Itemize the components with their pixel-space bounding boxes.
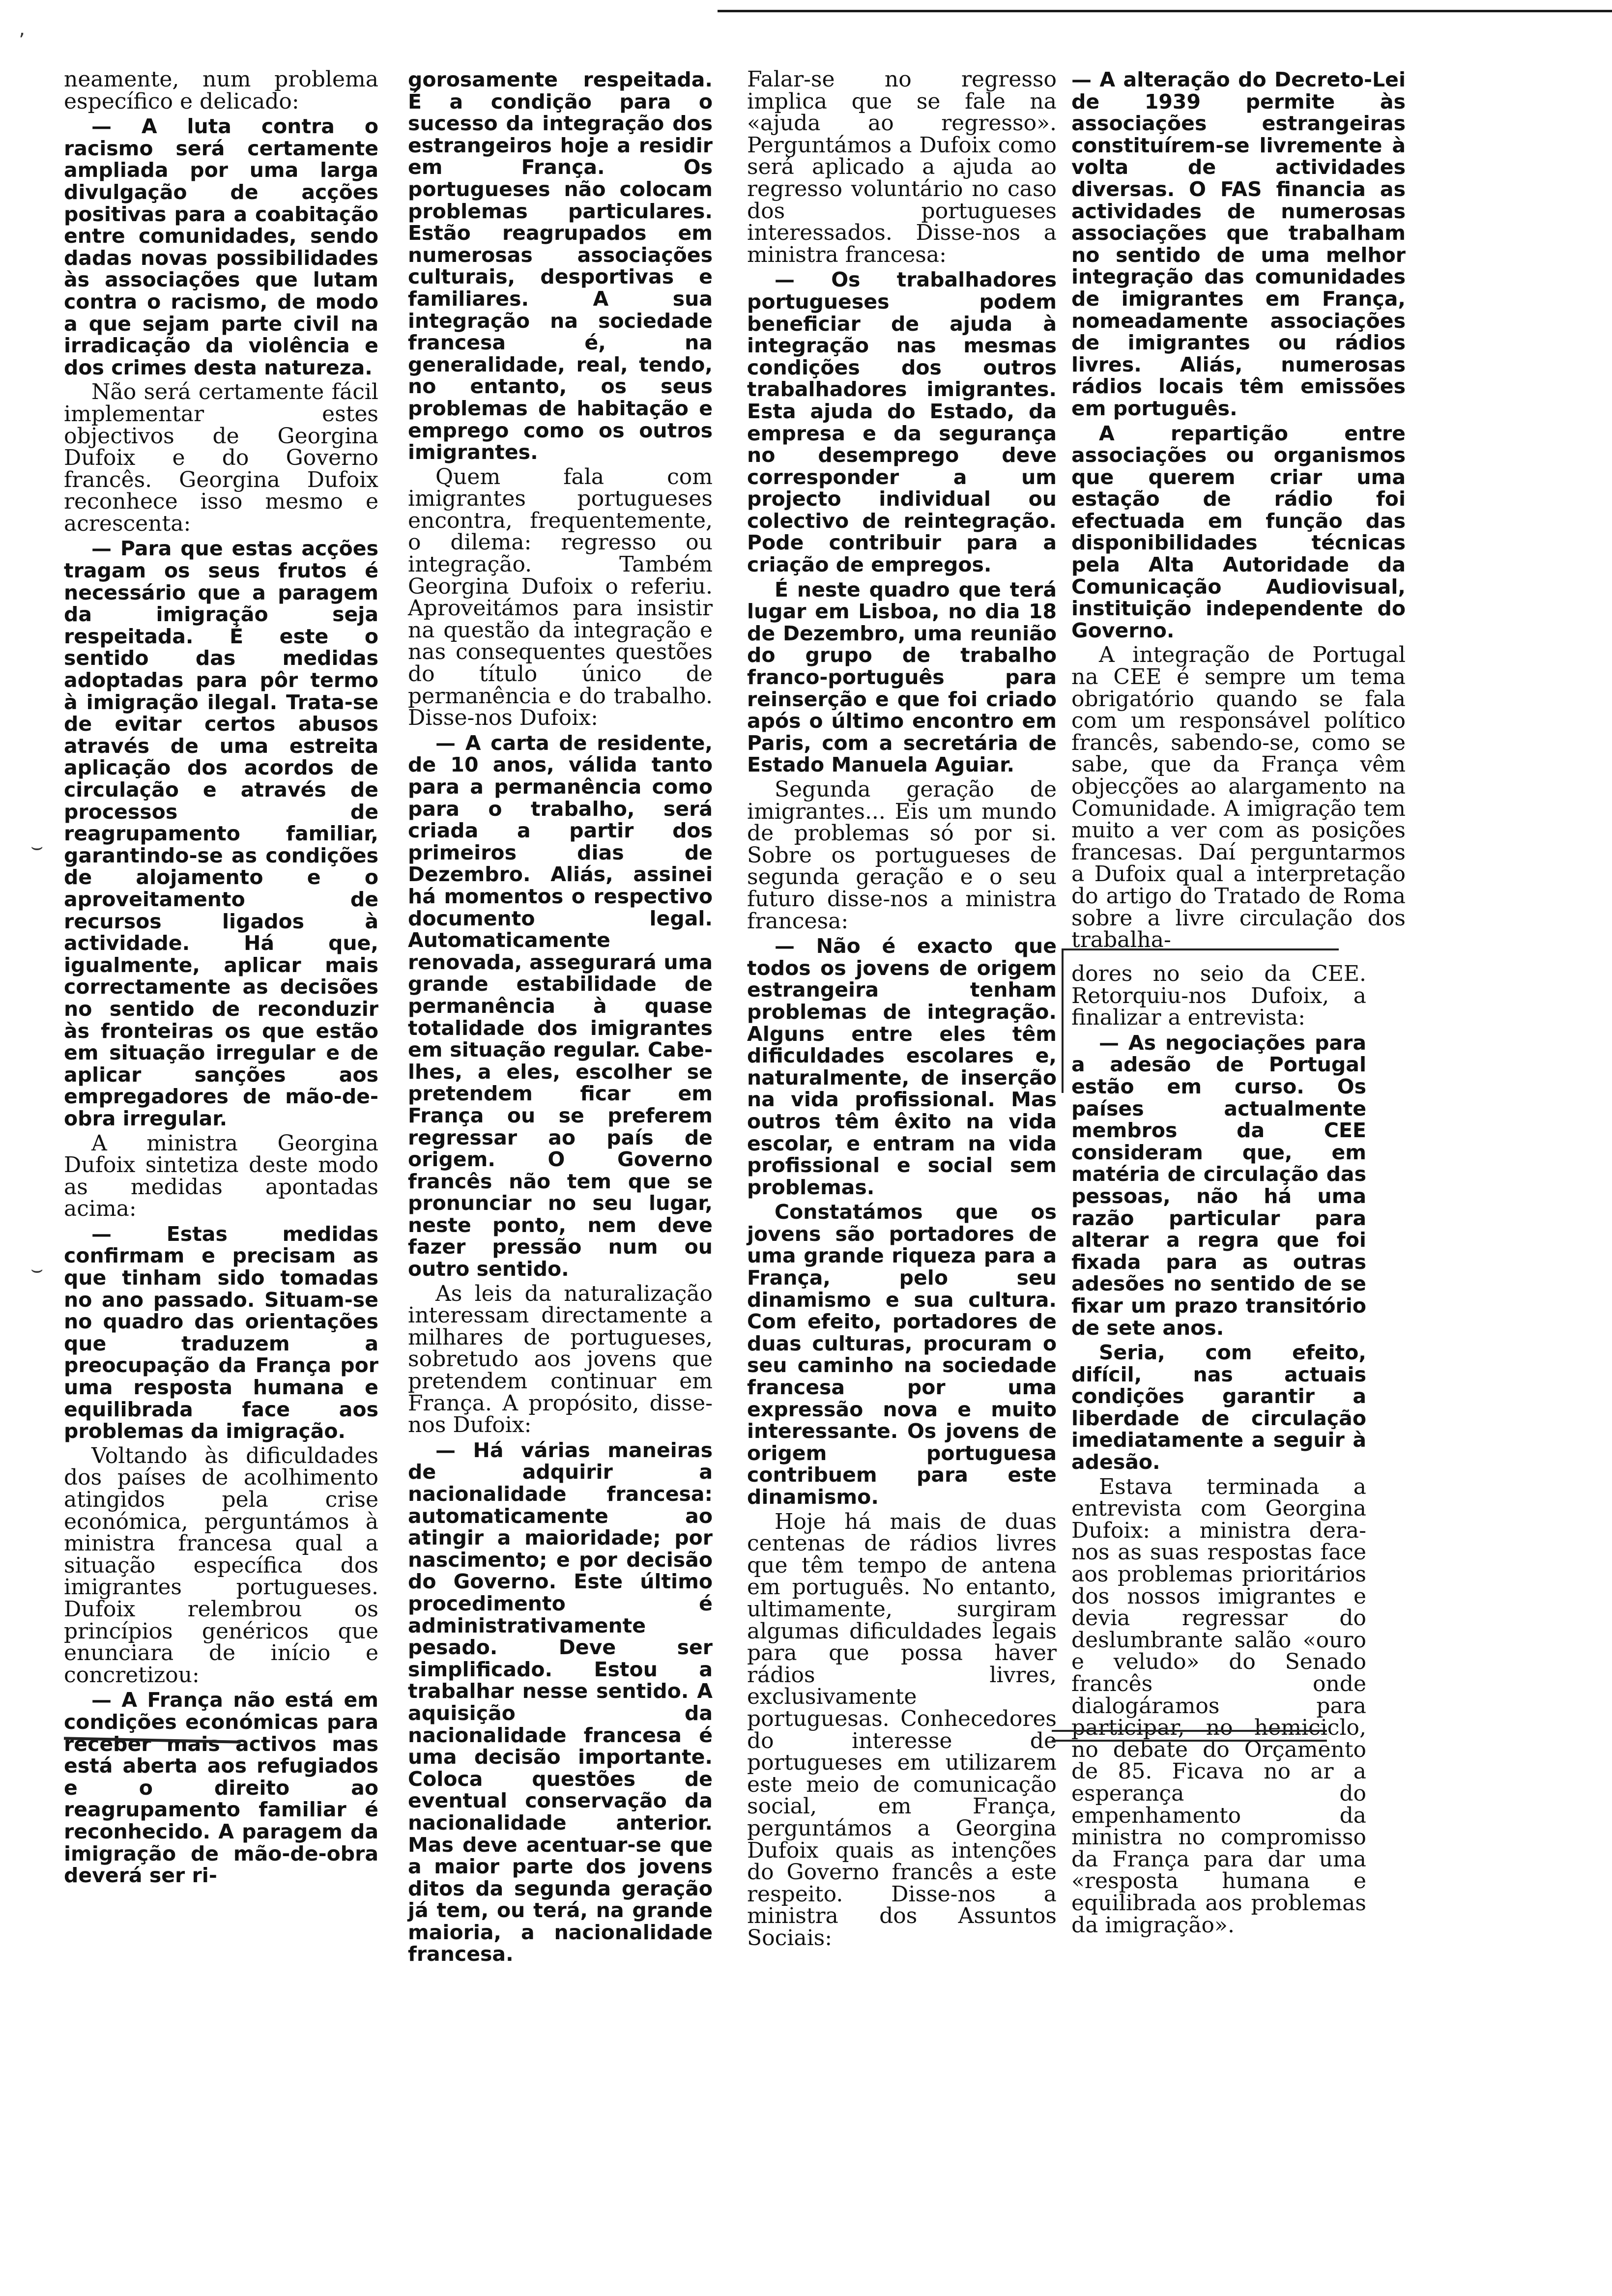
paragraph: — Para que estas acções tragam os seus frutos é necessário que a paragem da imigração seja respeitada. É este o sentido das medidas adoptadas para pôr termo à imigração ilegal. Trata-se de evitar certos abusos através de uma estreita aplicação dos acordos de circulação e através de processos de reagrupamento familiar, garantindo-se as condições de alojamento e o aproveitamento de recursos ligados à actividade. Há que, igualmente, aplicar mais correctamente as decisões no sentido de reconduzir às fronteiras os que estão em situação irregular e de aplicar sanções aos empregadores de mão-de-obra irregular. bbox=[64, 537, 378, 1130]
paragraph: neamente, num problema específico e delicado: bbox=[64, 67, 378, 114]
paragraph: Hoje há mais de duas centenas de rádios livres que têm tempo de antena em português. No entanto, ultimamente, surgiram algumas dificuldades legais para que possa haver rádios livres, exclusivamente portuguesas. Conhecedores do interesse de portugueses em utilizarem este meio de comunicação social, em França, perguntámos a Georgina Dufoix quais as intenções do Governo francês a este respeito. Disse-nos a ministra dos Assuntos Sociais: bbox=[747, 1509, 1057, 1951]
paragraph: É neste quadro que terá lugar em Lisboa, no dia 18 de Dezembro, uma reunião do grupo de trabalho franco-português para reinserção e que foi criado após o último encontro em Paris, com a secretária de Estado Manuela Aguiar. bbox=[747, 577, 1057, 777]
paragraph: — Há várias maneiras de adquirir a nacionalidade francesa: automaticamente ao atingir a maioridade; por nascimento; e por decisão do Governo. Este último procedimento é administrativamente pesado. Deve ser simplificado. Estou a trabalhar nesse sentido. A aquisição da nacionalidade francesa é uma decisão importante. Coloca questões de eventual conservação da nacionalidade anterior. Mas deve acentuar-se que a maior parte dos jovens ditos da segunda geração já tem, ou terá, na grande maioria, a nacionalidade francesa. bbox=[408, 1438, 713, 1966]
paragraph: — Estas medidas confirmam e precisam as que tinham sido tomadas no ano passado. Situam-se no quadro das orientações que traduzem a preocupação da França por uma resposta humana e equilibrada face aos problemas da imigração. bbox=[64, 1222, 378, 1443]
paragraph: Seria, com efeito, difícil, nas actuais condições garantir a liberdade de circulação imediatamente a seguir à adesão. bbox=[1071, 1341, 1366, 1474]
paragraph: As leis da naturalização interessam directamente a milhares de portugueses, sobretudo aos jovens que pretendem continuar em França. A propósito, disse-nos Dufoix: bbox=[408, 1281, 713, 1438]
paragraph: Não será certamente fácil implementar estes objectivos de Georgina Dufoix e do Governo francês. Georgina Dufoix reconhece isso mesmo e acrescenta: bbox=[64, 379, 378, 536]
article-column-4-lower bbox=[1071, 961, 1366, 1938]
paragraph: A integração de Portugal na CEE é sempre um tema obrigatório quando se fala com um responsável político francês, sabendo-se, como se sabe, que da França vêm objecções ao alargamento na Comunidade. A imigração tem muito a ver com as posições francesas. Daí perguntarmos a Dufoix qual a interpretação do artigo do Tratado de Roma sobre a livre circulação dos trabalha- bbox=[1071, 642, 1406, 953]
paragraph: — A alteração do Decreto-Lei de 1939 permite às associações estrangeiras constituírem-se livremente à volta de actividades diversas. O FAS financia as actividades de numerosas associações que trabalham no sentido de uma melhor integração das comunidades de imigrantes em França, nomeadamente associações de imigrantes ou rádios livres. Aliás, numerosas rádios locais têm emissões em português. bbox=[1071, 68, 1406, 420]
article-column-1 bbox=[64, 67, 378, 1888]
scan-mark: ⌣ bbox=[30, 835, 44, 858]
paragraph: — A França não está em condições económicas para receber mais activos mas está aberta aos refugiados e o direito ao reagrupamento familiar é reconhecido. A paragem da imigração de mão-de-obra deverá ser ri- bbox=[64, 1688, 378, 1888]
paragraph: — A carta de residente, de 10 anos, válida tanto para a permanência como para o trabalho, será criada a partir dos primeiros dias de Dezembro. Aliás, assinei há momentos o respectivo documento legal. Automaticamente renovada, assegurará uma grande estabilidade de permanência à quase totalidade dos imigrantes em situação regular. Cabe-lhes, a eles, escolher se pretendem ficar em França ou se preferem regressar ao país de origem. O Governo francês não tem que se pronunciar no seu lugar, neste ponto, nem deve fazer pressão num ou outro sentido. bbox=[408, 731, 713, 1281]
paragraph: gorosamente respeitada. É a condição para o sucesso da integração dos estrangeiros hoje a residir em França. Os portugueses não colocam problemas particulares. Estão reagrupados em numerosas associações culturais, desportivas e familiares. A sua integração na sociedade francesa é, na generalidade, real, tendo, no entanto, os seus problemas de habitação e emprego como os outros imigrantes. bbox=[408, 68, 713, 464]
article-end-rule-2 bbox=[1052, 1740, 1327, 1742]
paragraph: — A luta contra o racismo será certamente ampliada por uma larga divulgação de acções positivas para a coabitação entre comunidades, sendo dadas novas possibilidades às associações que lutam contra o racismo, de modo a que sejam parte civil na irradicação da violência e dos crimes desta natureza. bbox=[64, 115, 378, 379]
paragraph: — Os trabalhadores portugueses podem beneficiar de ajuda à integração nas mesmas condições dos outros trabalhadores imigrantes. Esta ajuda do Estado, da empresa e da segurança no desemprego deve corresponder a um projecto individual ou colectivo de reintegração. Pode contribuir para a criação de empregos. bbox=[747, 268, 1057, 577]
paragraph: Estava terminada a entrevista com Georgina Dufoix: a ministra dera-nos as suas respostas face aos problemas prioritários dos nossos imigrantes e devia regressar do deslumbrante salão «ouro e veludo» do Senado francês onde dialogáramos para participar, no hemiciclo, no debate do Orçamento de 85. Ficava no ar a esperança do empenhamento da ministra no compromisso da França para dar uma «resposta humana e equilibrada aos problemas da imigração». bbox=[1071, 1474, 1366, 1938]
paragraph: Constatámos que os jovens são portadores de uma grande riqueza para a França, pelo seu dinamismo e sua cultura. Com efeito, portadores de duas culturas, procuram o seu caminho na sociedade francesa por uma expressão nova e muito interessante. Os jovens de origem portuguesa contribuem para este dinamismo. bbox=[747, 1200, 1057, 1509]
paragraph: A repartição entre associações ou organismos que querem criar uma estação de rádio foi efectuada em função das disponibilidades técnicas pela Alta Autoridade da Comunicação Audiovisual, instituição independente do Governo. bbox=[1071, 421, 1406, 642]
article-column-2 bbox=[408, 68, 713, 1966]
paragraph: Quem fala com imigrantes portugueses encontra, frequentemente, o dilema: regresso ou integração. Também Georgina Dufoix o referiu. Aproveitámos para insistir na questão da integração e nas consequentes questões do título único de permanência e do trabalho. Disse-nos Dufoix: bbox=[408, 464, 713, 731]
scan-mark: ʼ bbox=[19, 29, 25, 52]
paragraph: Segunda geração de imigrantes... Eis um mundo de problemas só por si. Sobre os portugueses de segunda geração e o seu futuro disse-nos a ministra francesa: bbox=[747, 777, 1057, 934]
article-column-4-upper bbox=[1071, 68, 1406, 953]
paragraph: Voltando às dificuldades dos países de acolhimento atingidos pela crise económica, perguntámos à ministra francesa qual a situação específica dos imigrantes portugueses. Dufoix relembrou os princípios genéricos que enunciara de início e concretizou: bbox=[64, 1443, 378, 1688]
scan-mark: ⌣ bbox=[30, 1258, 44, 1281]
article-column-3 bbox=[747, 67, 1057, 1951]
article-end-rule-1 bbox=[1052, 1730, 1327, 1732]
paragraph: — As negociações para a adesão de Portugal estão em curso. Os países actualmente membros da CEE consideram que, em matéria de circulação das pessoas, não há uma razão particular para alterar a regra que foi fixada para as outras adesões no sentido de se fixar um prazo transitório de sete anos. bbox=[1071, 1031, 1366, 1340]
paragraph: Falar-se no regresso implica que se fale na «ajuda ao regresso». Perguntámos a Dufoix como será aplicado a ajuda ao regresso voluntário no caso dos portugueses interessados. Disse-nos a ministra francesa: bbox=[747, 67, 1057, 267]
paragraph: — Não é exacto que todos os jovens de origem estrangeira tenham problemas de integração. Alguns entre eles têm dificuldades escolares e, naturalmente, de inserção na vida profissional. Mas outros têm êxito na vida escolar, e entram na vida profissional e social sem problemas. bbox=[747, 934, 1057, 1199]
top-rule bbox=[718, 10, 1612, 12]
paragraph: dores no seio da CEE. Retorquiu-nos Dufoix, a finalizar a entrevista: bbox=[1071, 961, 1366, 1031]
paragraph: A ministra Georgina Dufoix sintetiza deste modo as medidas apontadas acima: bbox=[64, 1130, 378, 1222]
